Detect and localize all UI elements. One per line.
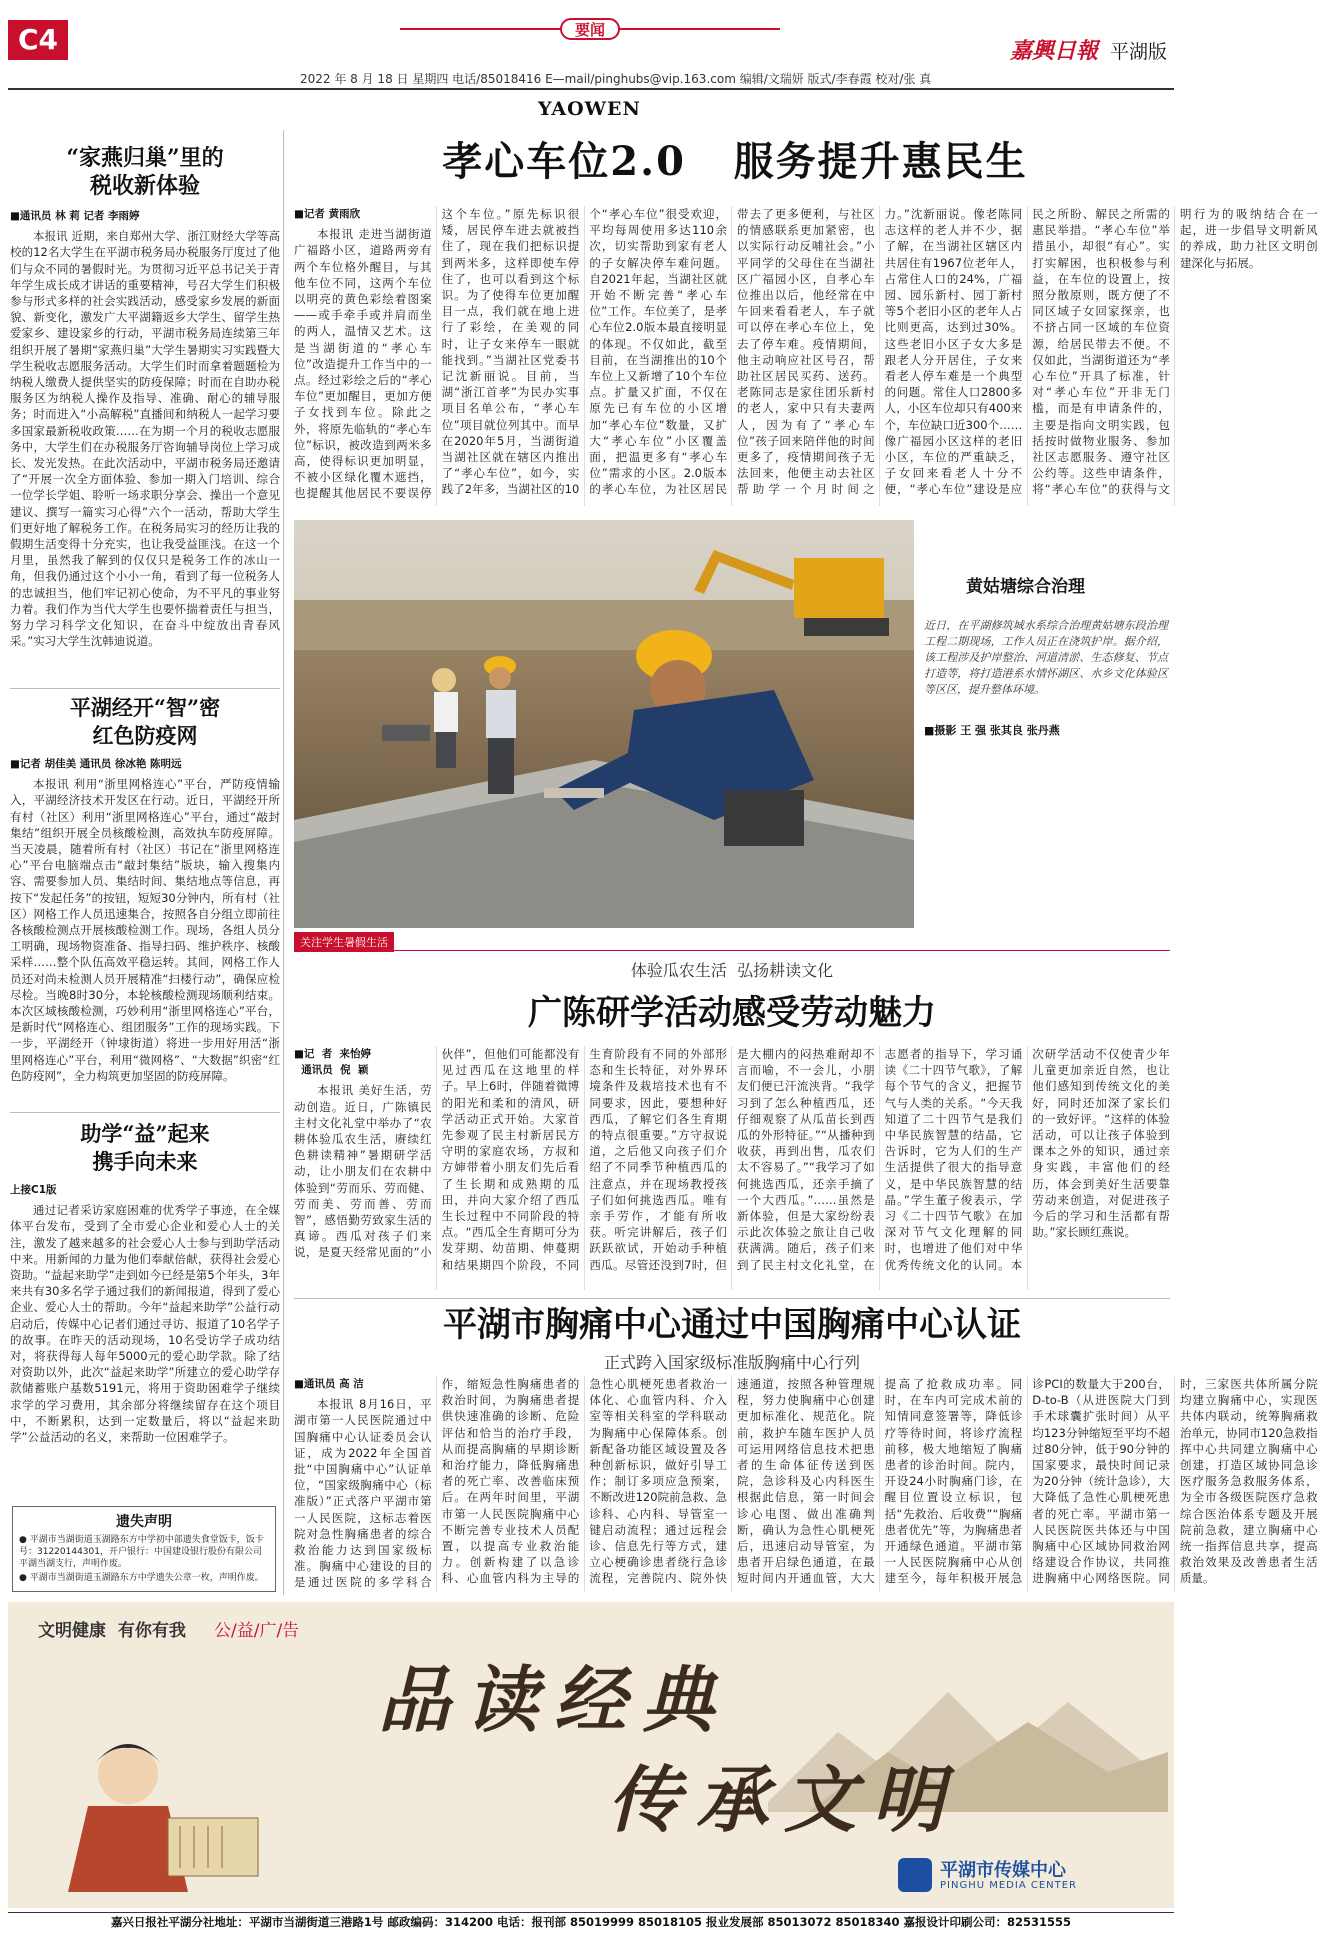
article-aid-body: 通过记者采访家庭困难的优秀学子事迹，在全媒体平台发布，受到了全市爱心企业和爱心人士的关注，激发了越来越多的社会爱心人士参与到助学活动中来。用新闻的力量为他们奉献倍献，获得社会爱心资助。“益起来助学”走到如今已经是第5个年头，3年来共有30多名学子通过我们的新闻报道，得到了爱心企业、爱心人士的帮助。今年“益起来助学”公益行动启动后，传媒中心记者们通过寻访、报道了10名学子的故事。在昨天的活动现场，10名受访学子成功结对，将获得每人每年5000元的爱心助学款。除了结对资助以外，此次“益起来助学”所建立的爱心助学存款储蓄账户基数5191元，将用于资助困难学子继续求学的学习费用，其余部分将继续留存在这个项目中，不断累积，达到一定数量后，将以“益起来助学”公益活动的名义，来帮助一位困难学子。 <box>10 1203 280 1445</box>
ad-calligraphy-line2: 传承文明 <box>608 1757 961 1842</box>
article-epidemic-byline: ■记者 胡佳美 通讯员 徐冰艳 陈明远 <box>10 758 182 770</box>
article-aid-jump: 上接C1版 <box>10 1184 57 1196</box>
lost-notice-title: 遗失声明 <box>116 1514 172 1530</box>
article-epidemic-body: 本报讯 利用“浙里网格连心”平台，严防疫情输入，平湖经济技术开发区在行动。近日，平湖经开所有村（社区）利用“浙里网格连心”平台，通过“敲封集结”组织开展全员核酸检测，高效执车防疫屏障。当天凌晨，随着所有村（社区）书记在“浙里网格连心”平台电脑端点击“敲封集结”版块，输入搜集内容、需要参加人员、集结时间、集结地点等信息，再按下“发起任务”的按钮，短短30分钟内，所有村（社区）网格工作人员迅速集合，按照各自分组立即前往各核酸检测点开展核酸检测工作。现场，各组人员分工明确，现场物资准备、指导扫码、维护秩序、核酸采样……整个队伍高效平稳运转。其间，网格工作人员还对尚未检测人员开展精准“扫楼行动”，确保应检尽检。当晚8时30分，本轮核酸检测现场顺利结束。本次区域核酸检测，巧妙利用“浙里网格连心”平台，是新时代“网格连心、组团服务”工作的现场实践。下一步，平湖经开（钟埭街道）将进一步用好用活“浙里网格连心”平台，利用“微网格”、“大数据”织密“红色防疫网”，全力构筑更加坚固的防疫屏障。 <box>10 777 280 1083</box>
page-code: C4 <box>17 23 59 56</box>
public-ad <box>8 1602 1174 1908</box>
article-tax-byline: ■通讯员 林 莉 记者 李雨婷 <box>10 210 140 222</box>
chest-byline: ■通讯员 高 洁 <box>294 1378 364 1390</box>
ad-org: 平湖市传媒中心 <box>940 1860 1066 1881</box>
photo-caption: 近日，在平湖修筑城水系综合治理黄姑塘东段治理工程二期现场，工作人员正在浇筑护岸。据介绍，该工程涉及护岸整治、河道清淤、生态修复、节点打造等，将打造港系水情怀湖区、水乡文化体验区等区区，提升整体环境。 <box>924 619 1168 696</box>
ad-tag: 公/益/广/告 <box>214 1621 300 1641</box>
child-reading-illustration <box>48 1722 268 1902</box>
paper-brand <box>1010 34 1098 65</box>
article-tax-body: 本报讯 近期，来自郑州大学、浙江财经大学等高校的12名大学生在平湖市税务局办税服务厅度过了他们与众不同的暑假时光。为贯彻习近平总书记关于青年学生成长成才讲话的重要精神，号召大学生们积极参与形式多样的社会实践活动，感受家乡发展的新面貌、新变化，激发广大平湖籍返乡大学生、留学生热爱家乡、建设家乡的行动，平湖市税务局连续第三年组织开展了暑期“家燕归巢”大学生暑期实习实践暨大学生税收志愿服务活动。大学生们时而拿着题题检为纳税人缴费人提供坚实的防疫保障；时而在自助办税服务区为纳税人操作及指导、准确、耐心的辅导服务；时而进入“小高解税”直播间和纳税人一起学习要多国家最新税收政策……在为期一个月的税收志愿服务中，大学生们在办税服务厅咨询辅导岗位上学习成长、发光发热。在此次活动中，平湖市税务局还邀请了“开展一次全方面体验、参加一期入门培训、综合一位学长学姐、聆听一场求职分享会、操出一个意见建议、撰写一篇实习心得”六个一活动，帮助大学生们更好地了解税务工作。在税务局实习的经历让我的假期生活变得十分充实，也让我受益匪浅。在这一个月里，虽然我了解到的仅仅只是税务工作的冰山一角，但我仍通过这个小小一角，看到了每一位税务人的忠诚担当，他们牢记初心使命，为不平凡的事业努力着。我们作为当代大学生也要怀揣着责任与担当，努力学习科学文化知识，在奋斗中绽放出青春风采。”实习大学生沈韩迪说道。 <box>10 229 280 649</box>
section-label: 要闻 <box>560 18 620 40</box>
page-code-badge <box>8 20 68 60</box>
article-epidemic-title-line1: 平湖经开“智”密 <box>69 695 221 720</box>
chest-title: 平湖市胸痛中心通过中国胸痛中心认证 <box>443 1305 1021 1345</box>
student-title: 广陈研学活动感受劳动魅力 <box>528 993 936 1033</box>
student-body: 本报讯 美好生活，劳动创造。近日，广陈镇民主村文化礼堂中举办了“农耕体验瓜农生活，赓续红色耕读精神”暑期研学活动，让小朋友们在农耕中体验到“劳而乐、劳而健、劳而美、劳而善、劳而智”，感悟勤劳致家生活的真谛。西瓜对孩子们来说，是夏天经常见面的“小伙伴”，但他们可能都没有见过西瓜在这地里的样子。早上6时，伴随着微博的阳光和柔和的清风，研学活动正式开始。大家首先参观了民主村新居民方守明的家庭农场，方叔和方婶带着小朋友们先后看了生长期和成熟期的瓜田，并向大家介绍了西瓜生长过程中不同阶段的特点。“西瓜全生育期可分为发芽期、幼苗期、伸蔓期和结果期四个阶段，不同生育阶段有不同的外部形态和生长特征，对外界环境条件及栽培技术也有不同要求，因此，要想种好西瓜，了解它们各生育期的特点很重要。”方守叔说道，之后他又向孩子们介绍了不同季节种植西瓜的注意点，并在现场教授孩子们如何挑选西瓜。唯有亲手劳作，才能有所收获。听完讲解后，孩子们跃跃欲试，开始动手种植西瓜。尽管还没到7时，但是大棚内的闷热难耐却不言而喻，不一会儿，小朋友们便已汗流浃背。“我学习到了怎么种植西瓜，还仔细观察了从瓜苗长到西瓜的外形特征。”“从播种到收获，再到出售，瓜农们太不容易了。”“我学习了如何挑选西瓜，还亲手摘了一个大西瓜。”……虽然是新体验，但是大家纷纷表示此次体验之旅让自己收获满满。随后，孩子们来到了民主村文化礼堂，在志愿者的指导下，学习诵读《二十四节气歌》，了解每个节气的含义，把握节气与人类的关系。“今天我知道了二十四节气是我们中华民族智慧的结晶，它告诉时，它为人们的生产生活提供了很大的指导意义，是中华民族智慧的结晶。”学生董子俊表示，学习《二十四节气歌》在加深对节气文化理解的同时，也增进了他们对中华优秀传统文化的认同。本次研学活动不仅使青少年儿童更加亲近自然，也让他们感知到传统文化的美好，同时还加深了家长们的一致好评。“这样的体验活动，可以让孩子体验到课本之外的知识，通过亲身实践，丰富他们的经历，体会到美好生活要靠劳动来创造，对促进孩子今后的学习和生活都有帮助。”家长顾红燕说。 <box>294 1047 1170 1272</box>
student-article <box>294 1046 1170 1290</box>
chest-article <box>294 1376 1318 1592</box>
meta-line: 2022 年 8 月 18 日 星期四 电话/85018416 E—mail/pinghubs@vip.163.com 编辑/文瑞妍 版式/李春霞 校对/张 真 <box>300 72 932 86</box>
main-article <box>294 206 1318 506</box>
article-epidemic-title-line2: 红色防疫网 <box>92 723 198 748</box>
article-tax-title-line1: “家燕归巢”里的 <box>66 145 224 171</box>
construction-photo <box>294 520 914 928</box>
chest-body: 本报讯 8月16日，平湖市第一人民医院通过中国胸痛中心认证委员会认证，成为2022年全国首批“中国胸痛中心”认证单位，“国家级胸痛中心（标准版）”正式落户平湖市第一人民医院，这标志着医院对急性胸痛患者的综合救治能力达到国家级标准。胸痛中心建设的目的是通过医院的多学科合作，缩短急性胸痛患者的救治时间，为胸痛患者提供快速准确的诊断、危险评估和恰当的治疗手段，从而提高胸痛的早期诊断和治疗能力，降低胸痛患者的死亡率、改善临床预后。在两年时间里，平湖市第一人民医院胸痛中心不断完善专业技术人员配置，以提高专业救治能力。创新构建了以急诊科、心血管内科为主导的急性心肌梗死患者救治一体化、心血管内科、介入室等相关科室的学科联动为胸痛中心保障体系。创新配备功能区域设置及各种创新标识，做好引导工作；制订多项应急预案，不断改进120院前急救、急诊科、心内科、导管室一键启动流程；通过远程会诊、信息先行等方式，建立心梗确诊患者绕行急诊流程，完善院内、院外快速通道，按照各种管理规程，努力使胸痛中心创建更加标准化、规范化。院前，救护车随车医护人员可运用网络信息技术把患者的生命体征传送到医院，急诊科及心内科医生根据此信息，第一时间会诊心电图、做出准确判断，确认为急性心肌梗死后，迅速启动导管室，为患者开启绿色通道，在最短时间内开通血管，大大提高了抢救成功率。同时，在车内可完成术前的知情同意签署等，降低诊疗等待时间，将诊疗流程前移，极大地缩短了胸痛患者的诊治时间。院内，开设24小时胸痛门诊，在醒目位置设立标识，包括“先救治、后收费”“胸痛患者优先”等，为胸痛患者开通绿色通道。平湖市第一人民医院胸痛中心从创建至今，每年积极开展急诊PCI的数量大于200台，D-to-B（从进医院大门到手术球囊扩张时间）从平均123分钟缩短至平均不超过80分钟，低于90分钟的国家要求，最快时间记录为20分钟（统计急诊），大大降低了急性心肌梗死患者的死亡率。平湖市第一人民医院医共体还与中国胸痛中心区域协同救治网络建设合作协议，共同推进胸痛中心网络医院。同时，三家医共体所属分院均建立胸痛中心，实现医共体内联动，统筹胸痛救治单元，协同市120急救指挥中心共同建立胸痛中心创建，打造区域协同急诊医疗服务急救服务体系，为全市各级医院医疗急救综合医治体系专题及开展院前急救，建立胸痛中心统一指挥信息共享，提高救治效果及改善患者生活质量。 <box>294 1377 1318 1590</box>
main-article-byline: ■记者 黄雨欣 <box>294 208 361 220</box>
article-epidemic-title <box>10 694 280 750</box>
photo-title: 黄姑塘综合治理 <box>966 577 1085 597</box>
main-article-title: 孝心车位2.0 服务提升惠民生 <box>442 138 1028 185</box>
student-subtitle: 体验瓜农生活 弘扬耕读文化 <box>630 961 834 980</box>
article-aid-title-line1: 助学“益”起来 <box>80 1121 210 1146</box>
section-banner <box>400 18 780 40</box>
article-aid-title-line2: 携手向未来 <box>92 1149 198 1174</box>
article-aid <box>10 1182 280 1500</box>
paper-logo: 嘉興日報 <box>1010 38 1099 64</box>
photo-credit: ■摄影 王 强 张其良 张丹燕 <box>924 724 1060 737</box>
ad-org-en: PINGHU MEDIA CENTER <box>940 1880 1077 1891</box>
footer-info: 嘉兴日报社平湖分社地址：平湖市当湖街道三港路1号 邮政编码：314200 电话：报刊部 85019999 85018105 报业发展部 85013072 85018340 嘉报设计印刷公司：82531555 <box>110 1915 1072 1929</box>
main-article-body: 本报讯 走进当湖街道广福路小区，道路两旁有两个车位格外醒目，与其他车位不同，这两个车位以明亮的黄色彩绘着图案——或手牵手或并肩而坐的两人，温情又艺术。这是当湖街道的“孝心车位”改造提升工作当中的一点。经过彩绘之后的“孝心车位”更加醒目，更加方便子女找到车位。除此之外，将原先临轨的“孝心车位”标识，被改造到两米多高，使得标识更加明显，不被小区绿化覆木遮挡，也提醒其他居民不要误停这个车位。”原先标识很矮，居民停车进去就被挡住了，现在我们把标识提到两米多，这样即使车停住了，也可以看到这个标识。为了使得车位更加醒目一点，我们就在地上进行了彩绘，在美观的同时，让子女来停车一眼就能找到。”当湖社区党委书记沈新丽说。目前，当湖“浙江首孝”为民办实事项目名单公布，“孝心车位”项目就位列其中。而早在2020年5月，当湖街道当湖社区就在辖区内推出了“孝心车位”，如今，实践了2年多，当湖社区的10个“孝心车位”很受欢迎，平均每周使用多达110余次，切实帮助到家有老人的子女解决停车难问题。自2021年起，当湖社区就开始不断完善“孝心车位”工作。车位美了，是孝心车位2.0版本最直接明显的体现。不仅如此，截至目前，在当湖推出的10个车位上又新增了10个车位点。扩量又扩面，不仅在原先已有车位的小区增加“孝心车位”数量，又扩大“孝心车位”小区覆盖面，把温更多有“孝心车位”需求的小区。2.0版本的孝心车位，为社区居民带去了更多便利，与社区的情感联系更加紧密，也以实际行动反哺社会。”小平同学的父母住在当湖社区广福园小区，自孝心车位推出以后，他经常在中午回来看看老人，车子就可以停在孝心车位上，免去了停车难。疫情期间，他主动响应社区号召，帮助社区居民买药、送药。老陈同志是家住团乐新村的老人，家中只有夫妻两人，因为有了“孝心车位”孩子回来陪伴他的时间更多了，疫情期间孩子无法回来，他便主动去社区帮助学一个月时间之力。”沈新丽说。像老陈同志这样的老人并不少，据了解，在当湖社区辖区内共居住有1967位老年人，占常住人口的24%，广福园、园乐新村、园丁新村等5个老旧小区的老年人占比则更高，达到过30%。这些老旧小区子女大多是跟老人分开居住，子女来看老人停车难是一个典型的问题。常住人口2800多人，小区车位却只有400来个，车位缺口近300个……像广福园小区这样的老旧小区，车位的严重缺乏，子女回来看老人十分不便，“孝心车位”建设是应民之所盼、解民之所需的惠民举措。“孝心车位”举措虽小，却很“有心”。实打实解困，也积极参与利益，在车位的设置上，按照分散原则，既方便了不同区域子女回家探亲，也不挤占同一区域的车位资源，给居民带去不便。不仅如此，当湖街道还为“孝心车位”开具了标准，针对“孝心车位”开非无门槛，而是有申请条件的，主要是指向文明实践，包括按时做物业服务、参加社区志愿服务、遵守社区公约等。这些申请条件，将“孝心车位”的获得与文明行为的吸纳结合在一起，进一步倡导文明新风的养成，助力社区文明创建深化与拓展。 <box>294 207 1318 501</box>
article-tax-title <box>10 144 280 200</box>
ad-calligraphy-line1: 品读经典 <box>378 1657 731 1742</box>
media-center-logo <box>898 1858 932 1892</box>
lost-notice-box <box>12 1506 276 1592</box>
section-en: YAOWEN <box>538 98 641 120</box>
article-epidemic <box>10 756 280 1108</box>
lost-notice-item: ● 平湖市当湖街道玉湖路东方中学遗失公章一枚，声明作废。 <box>19 1573 264 1583</box>
ad-slogan: 文明健康 有你有我 <box>38 1621 186 1641</box>
student-byline: ■记 者 来怡婷 通讯员 倪 颖 <box>294 1048 372 1077</box>
chest-subtitle: 正式跨入国家级标准版胸痛中心行列 <box>603 1353 860 1372</box>
lost-notice-item: ● 平湖市当湖街道玉湖路东方中学初中部遗失食堂饭卡，饭卡号：31220144301，开户银行：中国建设银行股份有限公司平湖当湖支行，声明作废。 <box>19 1535 264 1569</box>
edition-label: 平湖版 <box>1110 41 1168 63</box>
article-tax <box>10 208 280 682</box>
article-aid-title <box>10 1120 280 1176</box>
student-tag: 关注学生暑假生活 <box>294 932 394 952</box>
article-tax-title-line2: 税收新体验 <box>89 173 200 199</box>
